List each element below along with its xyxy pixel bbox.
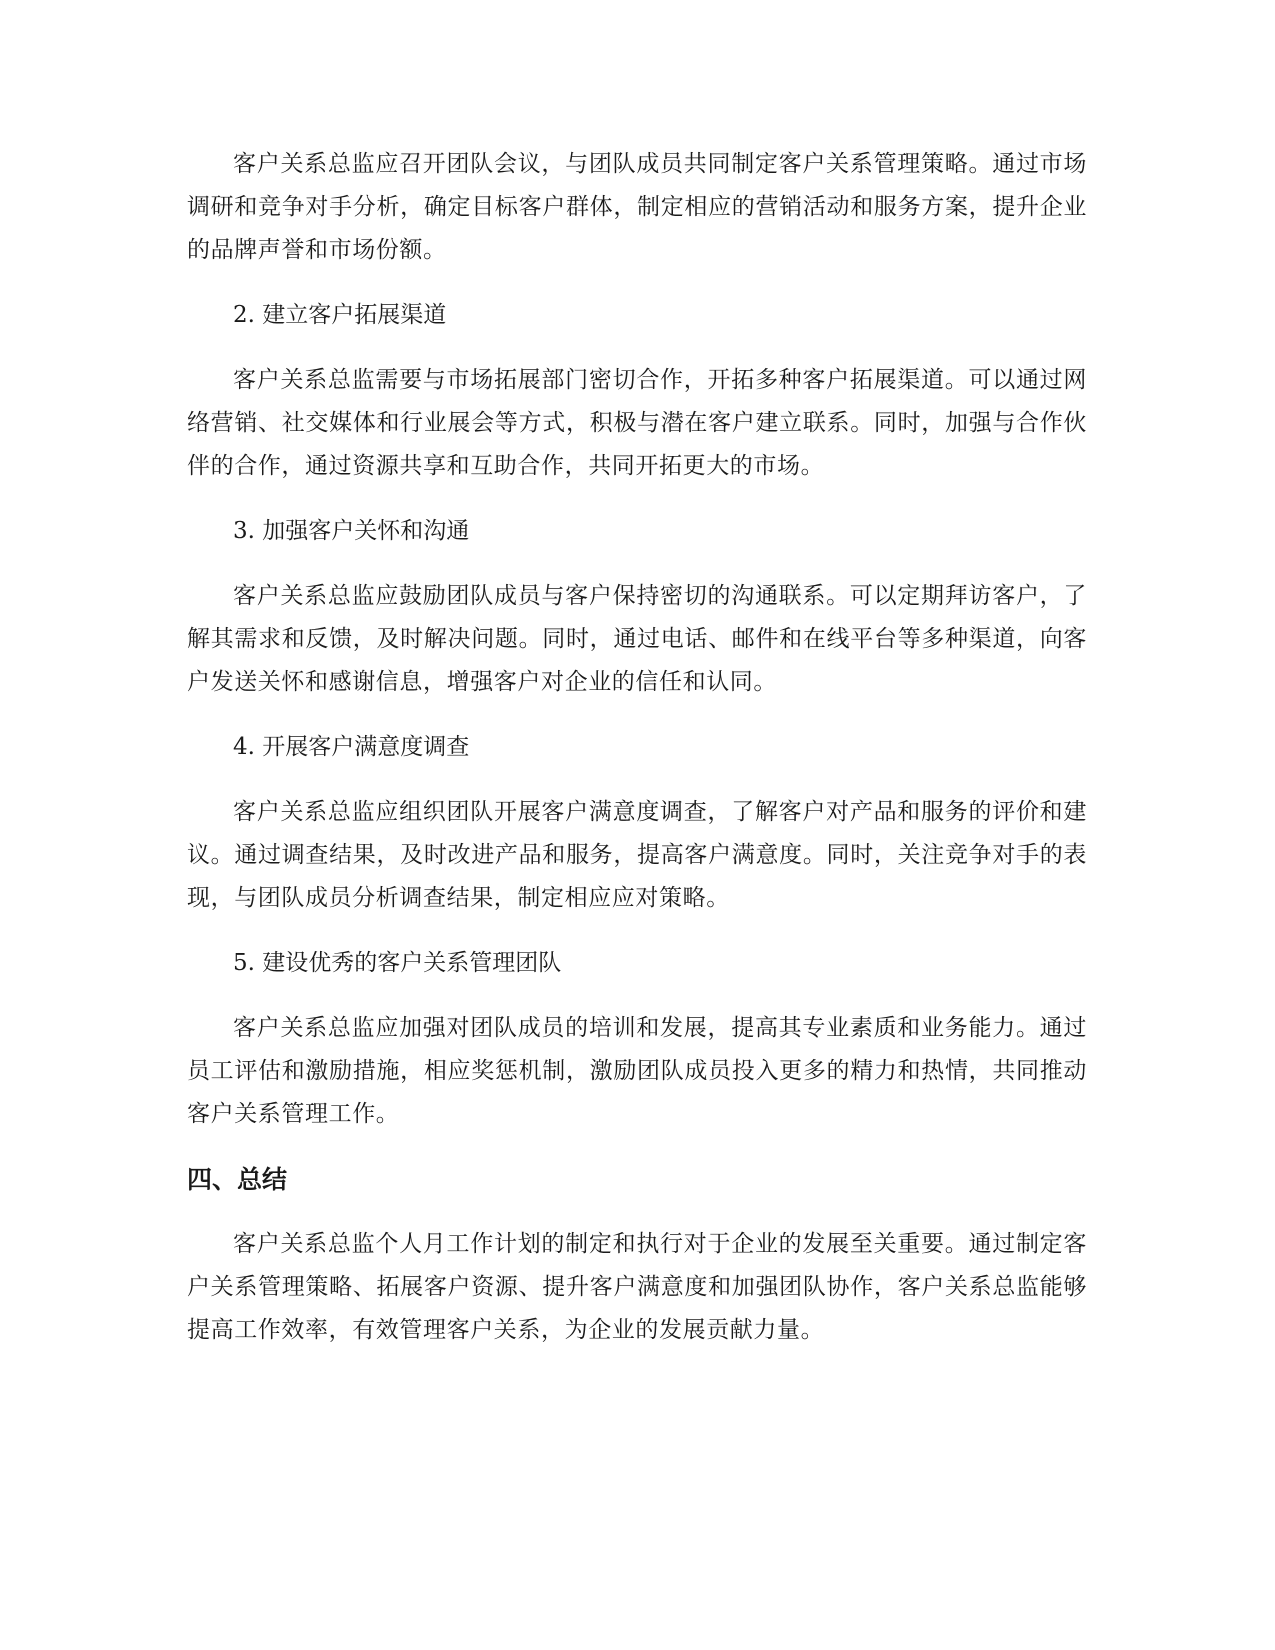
paragraph-summary: 客户关系总监个人月工作计划的制定和执行对于企业的发展至关重要。通过制定客户关系管理策略、拓展客户资源、提升客户满意度和加强团队协作，客户关系总监能够提高工作效率，有效管理客户关系，为企业的发展贡献力量。 xyxy=(187,1231,1087,1343)
heading-team-building: 5. 建设优秀的客户关系管理团队 xyxy=(233,950,562,976)
paragraph-team-building: 客户关系总监应加强对团队成员的培训和发展，提高其专业素质和业务能力。通过员工评估和激励措施，相应奖惩机制，激励团队成员投入更多的精力和热情，共同推动客户关系管理工作。 xyxy=(187,1015,1087,1127)
heading-customer-care: 3. 加强客户关怀和沟通 xyxy=(233,518,470,544)
heading-satisfaction-survey: 4. 开展客户满意度调查 xyxy=(233,734,470,760)
paragraph-strategy: 客户关系总监应召开团队会议，与团队成员共同制定客户关系管理策略。通过市场调研和竞争对手分析，确定目标客户群体，制定相应的营销活动和服务方案，提升企业的品牌声誉和市场份额。 xyxy=(187,151,1087,263)
heading-expand-channels: 2. 建立客户拓展渠道 xyxy=(233,302,447,328)
paragraph-customer-care: 客户关系总监应鼓励团队成员与客户保持密切的沟通联系。可以定期拜访客户，了解其需求和反馈，及时解决问题。同时，通过电话、邮件和在线平台等多种渠道，向客户发送关怀和感谢信息，增强客户对企业的信任和认同。 xyxy=(187,583,1087,695)
document-page xyxy=(187,143,1087,1352)
paragraph-satisfaction-survey: 客户关系总监应组织团队开展客户满意度调查，了解客户对产品和服务的评价和建议。通过调查结果，及时改进产品和服务，提高客户满意度。同时，关注竞争对手的表现，与团队成员分析调查结果，制定相应应对策略。 xyxy=(187,799,1087,911)
paragraph-expand-channels: 客户关系总监需要与市场拓展部门密切合作，开拓多种客户拓展渠道。可以通过网络营销、社交媒体和行业展会等方式，积极与潜在客户建立联系。同时，加强与合作伙伴的合作，通过资源共享和互助合作，共同开拓更大的市场。 xyxy=(187,367,1087,479)
section-title-summary: 四、总结 xyxy=(187,1165,288,1194)
